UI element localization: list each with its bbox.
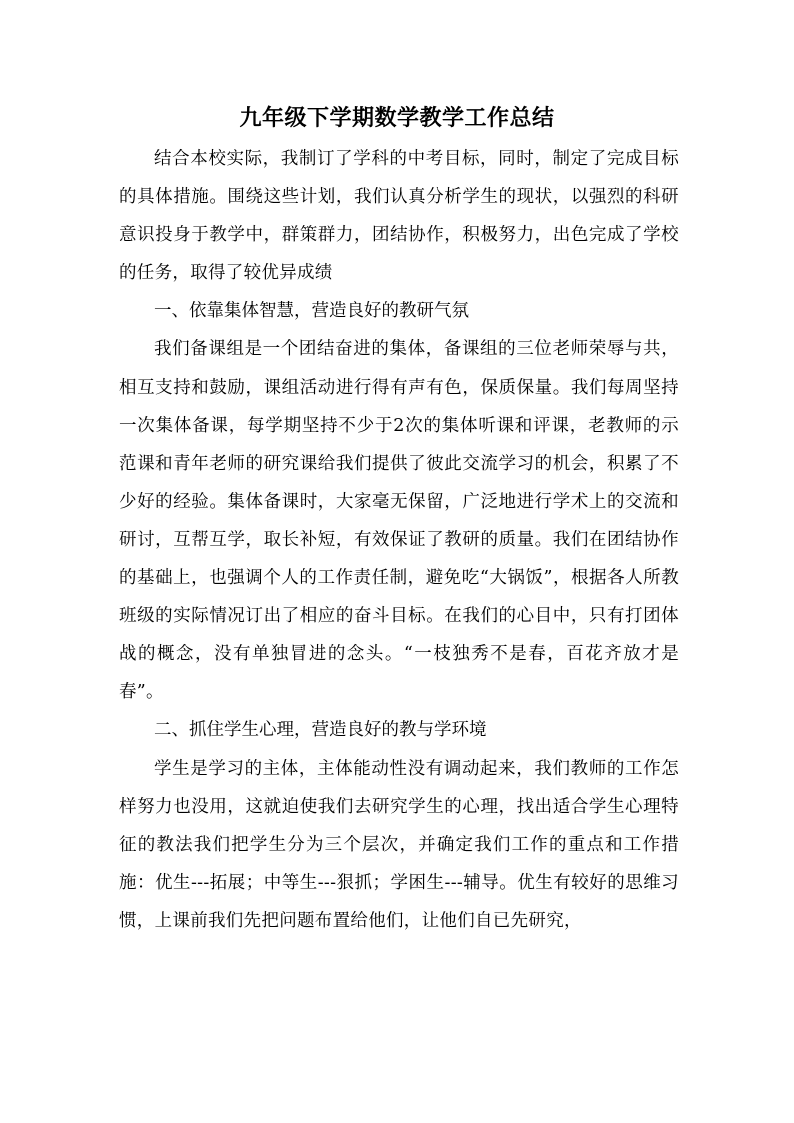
section-heading-2: 二、抓住学生心理，营造良好的教与学环境 — [154, 720, 487, 741]
paragraph-intro: 结合本校实际，我制订了学科的中考目标，同时，制定了完成目标的具体措施。围绕这些计划，我们认真分析学生的现状，以强烈的科研意识投身于教学中，群策群力，团结协作，积极努力，出色完成了学校的任务，取得了较优异成绩 — [119, 149, 679, 284]
document-body — [119, 140, 679, 940]
document-title: 九年级下学期数学教学工作总结 — [239, 105, 555, 131]
section-heading-1: 一、依靠集体智慧，营造良好的教研气氛 — [154, 301, 469, 322]
paragraph-section-2: 学生是学习的主体，主体能动性没有调动起来，我们教师的工作怎样努力也没用，这就迫使我们去研究学生的心理，找出适合学生心理特征的教法我们把学生分为三个层次，并确定我们工作的重点和工作措施：优生---拓展；中等生---狠抓；学困生---辅导。优生有较好的思维习惯，上课前我们先把问题布置给他们，让他们自已先研究， — [119, 758, 679, 931]
paragraph-section-1: 我们备课组是一个团结奋进的集体，备课组的三位老师荣辱与共，相互支持和鼓励，课组活动进行得有声有色，保质保量。我们每周坚持一次集体备课，每学期坚持不少于2次的集体听课和评课，老教师的示范课和青年老师的研究课给我们提供了彼此交流学习的机会，积累了不少好的经验。集体备课时，大家毫无保留，广泛地进行学术上的交流和研讨，互帮互学，取长补短，有效保证了教研的质量。我们在团结协作的基础上，也强调个人的工作责任制，避免吃“大锅饭”，根据各人所教班级的实际情况订出了相应的奋斗目标。在我们的心目中，只有打团体战的概念，没有单独冒进的念头。“一枝独秀不是春，百花齐放才是春”。 — [119, 339, 679, 703]
